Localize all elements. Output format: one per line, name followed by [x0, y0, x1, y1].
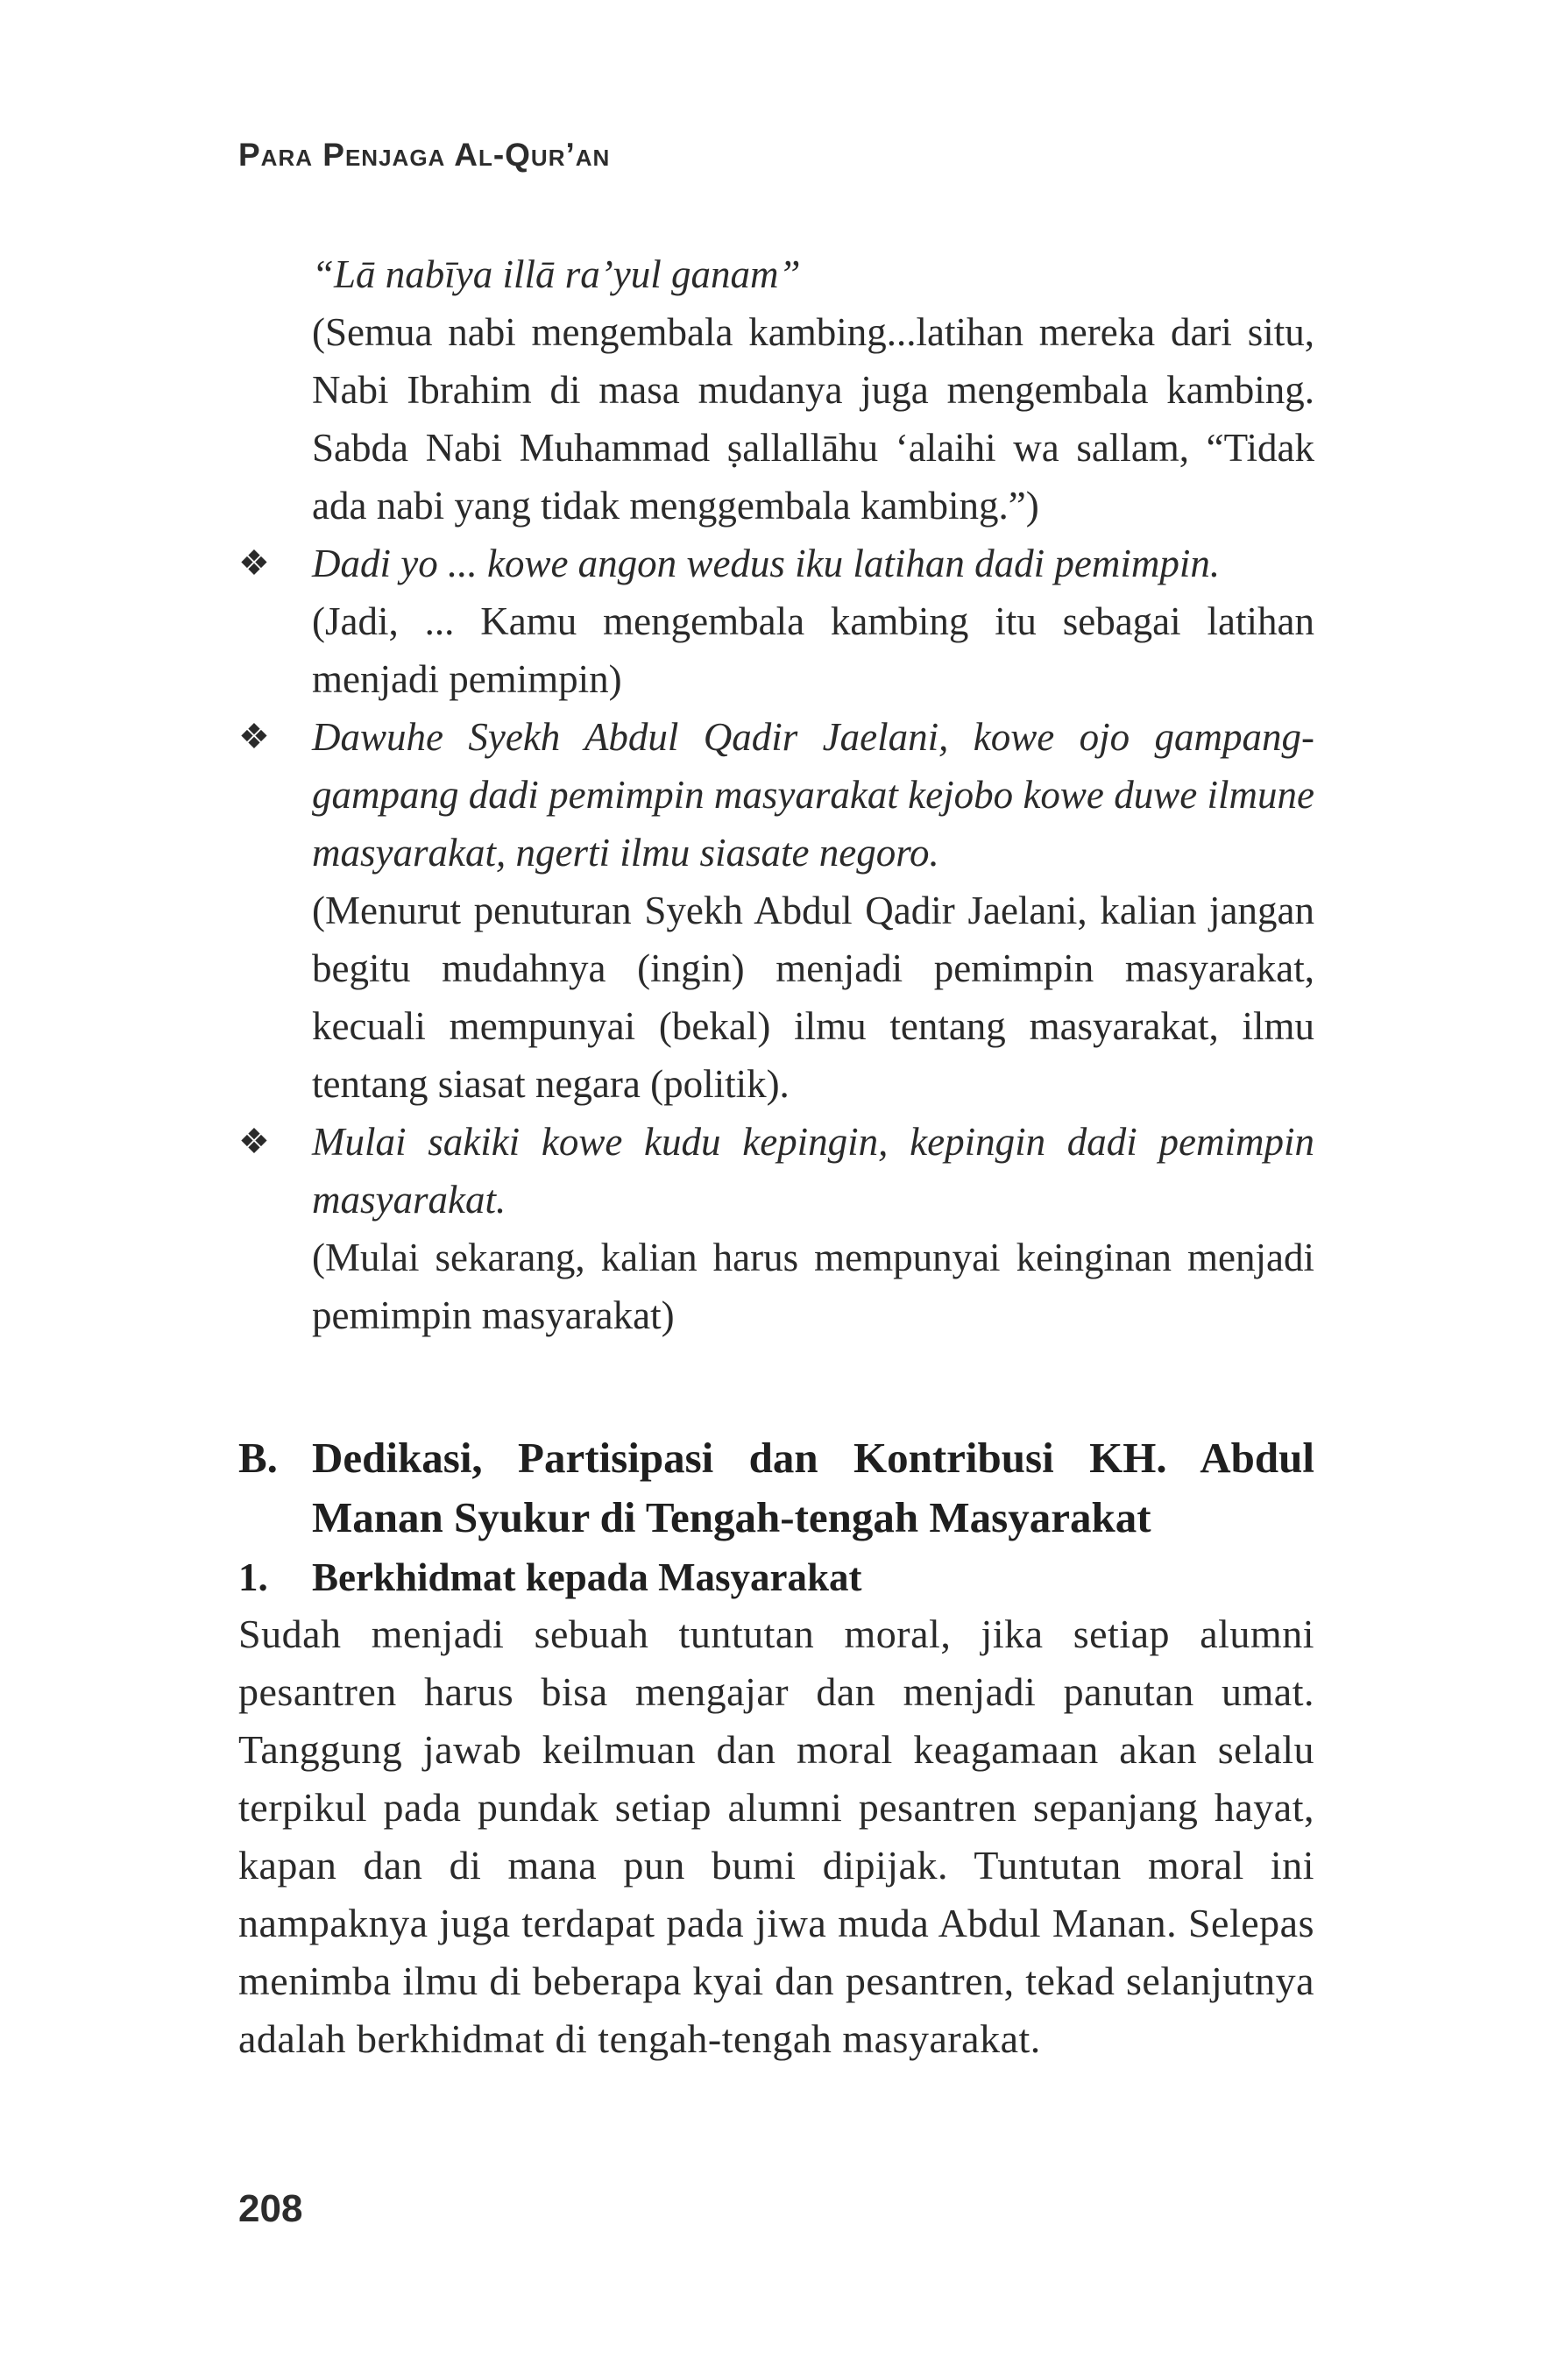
diamond-bullet-icon: ❖ — [238, 717, 270, 756]
subsection-number: 1. — [238, 1555, 268, 1599]
bullet-javanese-text: Mulai sakiki kowe kudu kepingin, kepingin dadi pemimpin masyarakat. — [312, 1120, 1314, 1222]
bullet-javanese-text: Dadi yo ... kowe angon wedus iku latihan dadi pemimpin. — [312, 542, 1221, 585]
page-number: 208 — [238, 2187, 303, 2230]
subsection-heading — [238, 1549, 1314, 1605]
section-title: Dedikasi, Partisipasi dan Kontribusi KH. Abdul Manan Syukur di Tengah-tengah Masyarakat — [312, 1434, 1314, 1541]
section-heading — [238, 1428, 1314, 1548]
bullet-translation: (Jadi, ... Kamu mengembala kambing itu sebagai latihan menjadi pemimpin) — [312, 599, 1314, 701]
subsection-title: Berkhidmat kepada Masyarakat — [312, 1555, 862, 1599]
bullet-item — [238, 708, 1314, 882]
section-number: B. — [238, 1434, 278, 1482]
diamond-bullet-icon: ❖ — [238, 1122, 270, 1161]
bullet-translation: (Mulai sekarang, kalian harus mempunyai keinginan menjadi pemimpin masyarakat) — [312, 1236, 1314, 1337]
running-header: Para Penjaga Al-Qur’an — [238, 137, 611, 173]
bullet-javanese-text: Dawuhe Syekh Abdul Qadir Jaelani, kowe ojo gampang-gampang dadi pemimpin masyarakat kejobo kowe duwe ilmune masyarakat, ngerti ilmu siasate negoro. — [312, 715, 1314, 875]
bullet-translation: (Menurut penuturan Syekh Abdul Qadir Jaelani, kalian jangan begitu mudahnya (ingin) menjadi pemimpin masyarakat, kecuali mempunyai (bekal) ilmu tentang masyarakat, ilmu tentang siasat negara (politik). — [312, 889, 1314, 1106]
quote-translation: (Semua nabi mengembala kambing...latihan mereka dari situ, Nabi Ibrahim di masa mudanya juga mengembala kambing. Sabda Nabi Muhammad ṣallallāhu ‘alaihi wa sallam, “Tidak ada nabi yang tidak menggembala kambing.”) — [312, 310, 1314, 528]
page-content — [238, 245, 1314, 2068]
bullet-item — [238, 535, 1314, 592]
diamond-bullet-icon: ❖ — [238, 543, 270, 583]
body-paragraph: Sudah menjadi sebuah tuntutan moral, jika setiap alumni pesantren harus bisa mengajar dan menjadi panutan umat. Tanggung jawab keilmuan dan moral keagamaan akan selalu terpikul pada pundak setiap alumni pesantren sepanjang hayat, kapan dan di mana pun bumi dipijak. Tuntutan moral ini nampaknya juga terdapat pada jiwa muda Abdul Manan. Selepas menimba ilmu di beberapa kyai dan pesantren, tekad selanjutnya adalah berkhidmat di tengah-tengah masyarakat. — [238, 1611, 1314, 2061]
arabic-quote: “Lā nabīya illā ra’yul ganam” — [312, 252, 801, 296]
bullet-item — [238, 1113, 1314, 1229]
